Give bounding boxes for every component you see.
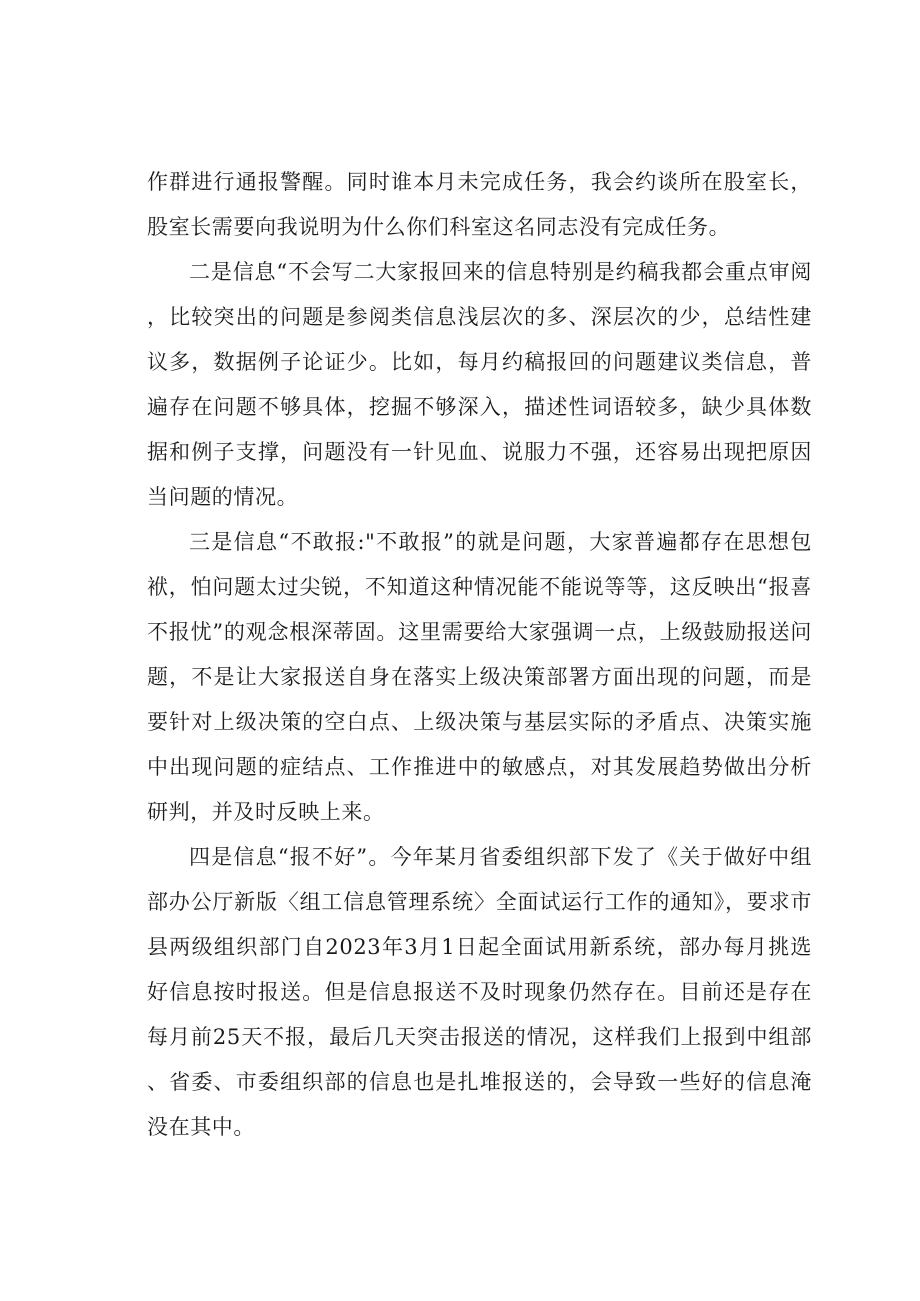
paragraph-point-four: 四是信息“报不好”。今年某月省委组织部下发了《关于做好中组部办公厅新版〈组工信息管理系统〉全面试运行工作的通知》，要求市县两级组织部门自2023年3月1日起全面试用新系统，部办每月挑选好信息按时报送。但是信息报送不及时现象仍然存在。目前还是存在每月前25天不报，最后几天突击报送的情况，这样我们上报到中组部、省委、市委组织部的信息也是扎堆报送的，会导致一些好的信息淹没在其中。	[147, 845, 812, 1139]
paragraph-point-two: 二是信息“不会写二大家报回来的信息特别是约稿我都会重点审阅，比较突出的问题是参阅类信息浅层次的多、深层次的少，总结性建议多，数据例子论证少。比如，每月约稿报回的问题建议类信息，普遍存在问题不够具体，挖掘不够深入，描述性词语较多，缺少具体数据和例子支撑，问题没有一针见血、说服力不强，还容易出现把原因当问题的情况。	[147, 260, 812, 509]
paragraph-point-three: 三是信息“不敢报:"不敢报”的就是问题，大家普遍都存在思想包袱，怕问题太过尖锐，不知道这种情况能不能说等等，这反映出“报喜不报忧”的观念根深蒂固。这里需要给大家强调一点，上级鼓励报送问题，不是让大家报送自身在落实上级决策部署方面出现的问题，而是要针对上级决策的空白点、上级决策与基层实际的矛盾点、决策实施中出现问题的症结点、工作推进中的敏感点，对其发展趋势做出分析研判，并及时反映上来。	[147, 530, 812, 824]
paragraph-continuation: 作群进行通报警醒。同时谁本月未完成任务，我会约谈所在股室长，股室长需要向我说明为什么你们科室这名同志没有完成任务。	[147, 170, 812, 239]
document-body	[147, 160, 812, 1150]
